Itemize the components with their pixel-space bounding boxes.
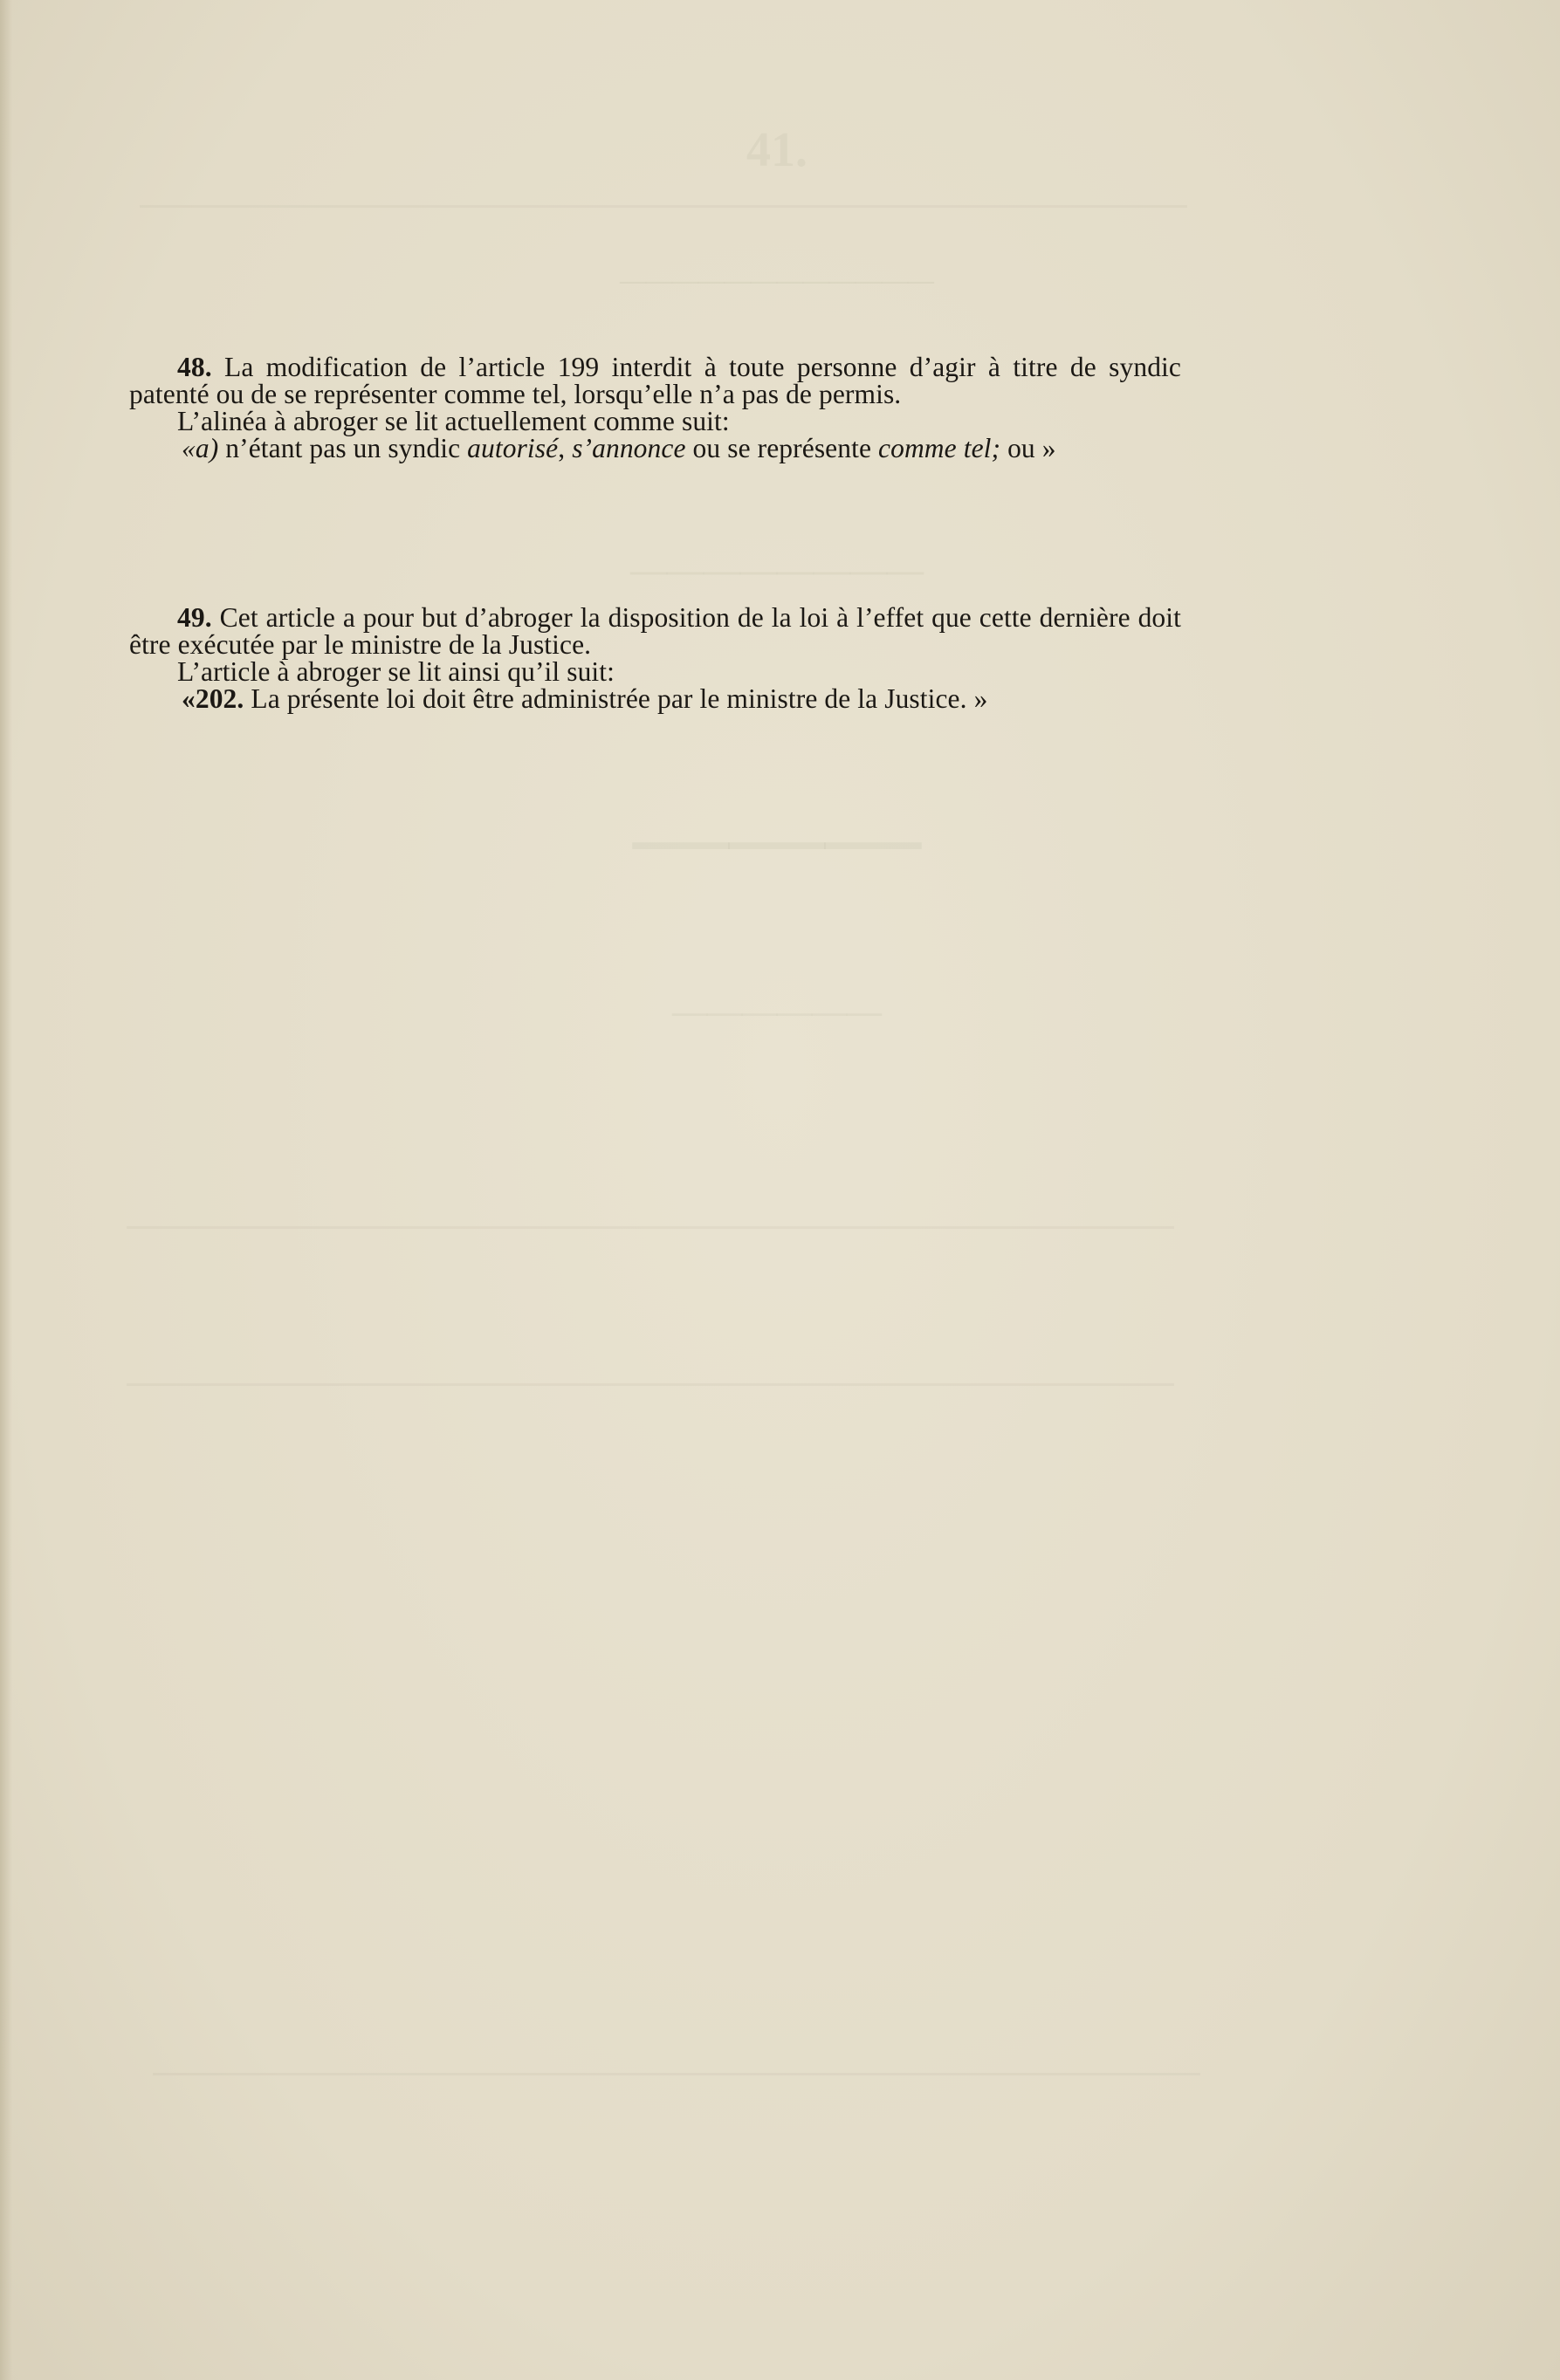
explanatory-note-49 xyxy=(129,604,1181,712)
note-49-intro: L’article à abroger se lit ainsi qu’il suit: xyxy=(177,656,615,687)
note-48-quote xyxy=(129,435,1181,462)
note-48-text: La modification de l’article 199 interdit à toute personne d’agir à titre de syndic patenté ou de se représenter comme tel, lorsqu’elle n’a pas de permis. xyxy=(129,352,1181,409)
show-through-rule xyxy=(127,1383,1174,1386)
quote-48-italic1: autorisé xyxy=(467,433,559,463)
show-through-text: —————— xyxy=(672,991,882,1031)
note-49-paragraph xyxy=(129,604,1181,658)
show-through-text: ———————————— xyxy=(620,266,934,295)
quote-48-close: ou » xyxy=(1000,433,1056,463)
quote-48-part1: n’étant pas un syndic xyxy=(218,433,468,463)
note-48-intro: L’alinéa à abroger se lit actuellement comme suit: xyxy=(177,406,730,436)
show-through-rule xyxy=(127,1226,1174,1229)
show-through-text: ———————— xyxy=(630,551,924,591)
show-through-text: 41. xyxy=(746,123,807,177)
quote-49-open: «202. xyxy=(182,683,244,714)
show-through-rule xyxy=(153,2073,1200,2075)
quote-49-text: La présente loi doit être administrée par le ministre de la Justice. » xyxy=(244,683,988,714)
quote-48-italic3: comme tel; xyxy=(878,433,1001,463)
page-edge-shadow xyxy=(0,0,12,2380)
explanatory-note-48 xyxy=(129,353,1181,462)
note-49-text: Cet article a pour but d’abroger la disposition de la loi à l’effet que cette dernière doit être exécutée par le ministre de la Justice. xyxy=(129,602,1181,660)
show-through-text: ——— xyxy=(633,783,921,889)
note-48-number: 48. xyxy=(177,352,212,382)
note-48-paragraph xyxy=(129,353,1181,408)
note-49-quote xyxy=(129,685,1181,712)
quote-48-part2: , xyxy=(558,433,573,463)
quote-48-italic2: s’annonce xyxy=(572,433,686,463)
quote-48-part3: ou se représente xyxy=(685,433,879,463)
show-through-rule xyxy=(140,205,1187,208)
quote-48-open: «a) xyxy=(182,433,219,463)
note-49-number: 49. xyxy=(177,602,212,633)
